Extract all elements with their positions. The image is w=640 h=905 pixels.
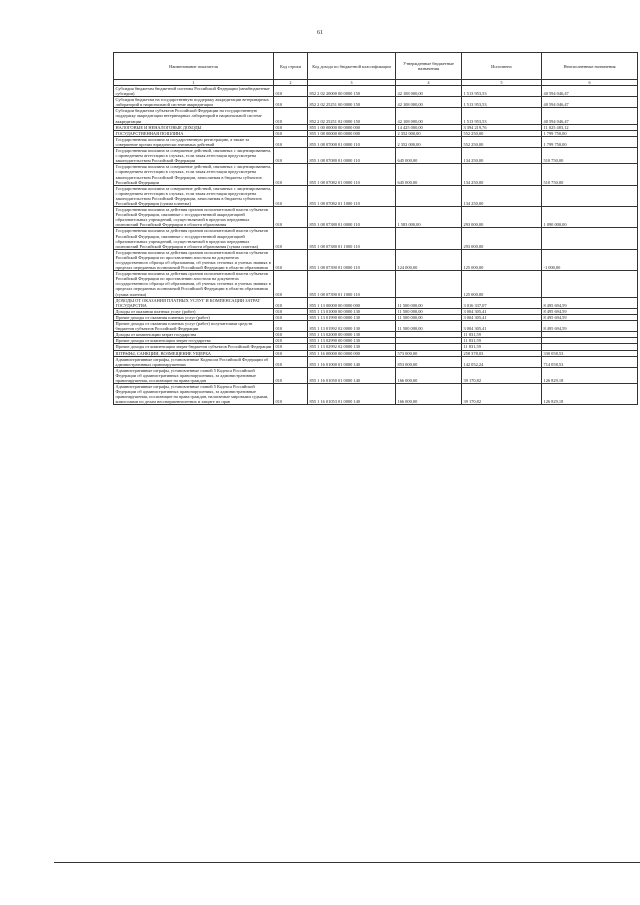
footer-divider (54, 862, 640, 863)
row-executed: 3 004 305,41 (462, 314, 542, 320)
table-row (114, 97, 638, 108)
table-row (114, 185, 638, 206)
row-unexecuted: 330 058,53 (542, 350, 638, 356)
row-name: Государственная пошлина за действия органов исполнительной власти субъектов Российской Федерации, связанные с государственной аккредитацией образовательных учреждений, осуществляемой в пределах переданных полномочий Российской Федерации в области образования (114, 207, 274, 228)
row-income-code: 855 1 08 07080 01 0000 110 (308, 148, 396, 164)
row-approved: 42 108 000,00 (396, 97, 462, 108)
row-code: 010 (274, 108, 308, 124)
row-approved: 14 425 000,00 (396, 124, 462, 130)
table-row (114, 384, 638, 405)
row-code: 010 (274, 271, 308, 297)
row-executed: 142 052,24 (462, 356, 542, 367)
row-income-code: 855 1 00 00000 00 0000 000 (308, 124, 396, 130)
row-approved: 166 000,00 (396, 367, 462, 383)
row-unexecuted: 8 495 694,59 (542, 314, 638, 320)
row-approved: 42 108 000,00 (396, 86, 462, 97)
row-name: Государственная пошлина за действия органов исполнительной власти субъектов Российской Федерации по проставлению апостиля на документах государственного образца об образовании, об ученых степенях и ученых званиях в пределах переданных полномочий Российской Федерации в области образования (сумма платежа) (114, 271, 274, 297)
row-code: 010 (274, 124, 308, 130)
row-name: Государственная пошлина за совершение действий, связанных с лицензированием, с проведением аттестации в случаях, если такая аттестация предусмотрена законодательством Российской Федерации, зачисляемая в бюджеты субъектов Российской Федерации (114, 164, 274, 185)
row-code: 010 (274, 367, 308, 383)
row-executed: 258 378,03 (462, 350, 542, 356)
row-name: НАЛОГОВЫЕ И НЕНАЛОГОВЫЕ ДОХОДЫ (114, 124, 274, 130)
table-row (114, 207, 638, 228)
row-name: Государственная пошлина за совершение действий, связанных с лицензированием, с проведением аттестации в случаях, если такая аттестация предусмотрена законодательством Российской Федерации, зачисляемая в бюджеты субъектов Российской Федерации (сумма платежа) (114, 185, 274, 206)
row-income-code: 855 1 13 00000 00 0000 000 (308, 297, 396, 308)
row-name: Прочие доходы от компенсации затрат бюджетов субъектов Российской Федерации (114, 344, 274, 350)
row-code: 010 (274, 130, 308, 136)
row-code: 010 (274, 185, 308, 206)
row-income-code: 855 1 08 07082 01 0000 110 (308, 164, 396, 185)
row-executed: 134 250,00 (462, 148, 542, 164)
row-name: Административные штрафы, установленные Кодексом Российской Федерации об административных правонарушениях (114, 356, 274, 367)
row-executed: 3 394 219,76 (462, 124, 542, 130)
row-executed: 11 831,59 (462, 332, 542, 338)
table-row (114, 148, 638, 164)
row-name: Государственная пошлина за действия органов исполнительной власти субъектов Российской Федерации по проставлению апостиля на документах государственного образца об образовании, об ученых степенях и ученых званиях в пределах переданных полномочий Российской Федерации в области образования (114, 249, 274, 270)
column-number: 2 (274, 80, 308, 86)
row-income-code: 855 1 13 01992 02 0000 130 (308, 321, 396, 332)
row-unexecuted: 1 090 000,00 (542, 207, 638, 228)
row-name: Прочие доходы от оказания платных услуг (работ) (114, 314, 274, 320)
row-unexecuted (542, 271, 638, 297)
row-executed: 3 016 337,07 (462, 297, 542, 308)
row-code: 010 (274, 314, 308, 320)
row-income-code: 852 2 02 25251 02 0000 150 (308, 108, 396, 124)
row-unexecuted: 126 829,18 (542, 384, 638, 405)
row-income-code: 855 1 13 02000 00 0000 130 (308, 332, 396, 338)
row-approved: 2 352 000,00 (396, 136, 462, 147)
row-unexecuted (542, 185, 638, 206)
row-executed: 3 004 305,41 (462, 321, 542, 332)
table-body (114, 86, 638, 405)
row-code: 010 (274, 321, 308, 332)
column-number: 4 (396, 80, 462, 86)
row-code: 010 (274, 136, 308, 147)
row-name: Доходы от компенсации затрат государства (114, 332, 274, 338)
row-unexecuted: 8 495 694,59 (542, 297, 638, 308)
table-row (114, 249, 638, 270)
row-unexecuted: 8 495 694,59 (542, 321, 638, 332)
row-unexecuted: 11 025 483,12 (542, 124, 638, 130)
row-code: 010 (274, 207, 308, 228)
row-approved: 853 000,00 (396, 356, 462, 367)
row-executed: 3 004 305,41 (462, 308, 542, 314)
row-name: Административные штрафы, установленные главой 5 Кодекса Российской Федерации об административных правонарушениях, за административные правонарушения, посягающие на права граждан (114, 367, 274, 383)
row-executed: 11 831,59 (462, 338, 542, 344)
row-income-code: 855 1 08 07390 01 1000 110 (308, 271, 396, 297)
row-executed: 293 000,00 (462, 228, 542, 249)
header-executed: Исполнено (462, 53, 542, 80)
row-income-code: 855 1 08 07380 01 1000 110 (308, 228, 396, 249)
row-approved (396, 185, 462, 206)
row-executed: 39 170,82 (462, 367, 542, 383)
row-unexecuted: 510 750,00 (542, 148, 638, 164)
row-name: ГОСУДАРСТВЕННАЯ ПОШЛИНА (114, 130, 274, 136)
row-approved: 11 500 000,00 (396, 297, 462, 308)
row-code: 010 (274, 338, 308, 344)
row-code: 010 (274, 249, 308, 270)
row-unexecuted: 126 829,18 (542, 367, 638, 383)
row-approved: 166 000,00 (396, 384, 462, 405)
row-unexecuted: 40 594 046,47 (542, 97, 638, 108)
row-name: ДОХОДЫ ОТ ОКАЗАНИЯ ПЛАТНЫХ УСЛУГ И КОМПЕНСАЦИИ ЗАТРАТ ГОСУДАРСТВА (114, 297, 274, 308)
row-executed: 1 513 953,53 (462, 86, 542, 97)
row-approved: 11 500 000,00 (396, 314, 462, 320)
row-executed: 134 250,00 (462, 185, 542, 206)
row-approved: 645 000,00 (396, 164, 462, 185)
row-name: Прочие доходы от оказания платных услуг (работ) получателями средств бюджетов субъектов Российской Федерации (114, 321, 274, 332)
column-number: 5 (462, 80, 542, 86)
row-approved (396, 228, 462, 249)
row-name: Государственная пошлина за действия органов исполнительной власти субъектов Российской Федерации, связанные с государственной аккредитацией образовательных учреждений, осуществляемой в пределах переданных полномочий Российской Федерации в области образования (сумма платежа) (114, 228, 274, 249)
row-code: 010 (274, 228, 308, 249)
row-name: Прочие доходы от компенсации затрат государства (114, 338, 274, 344)
table-row (114, 321, 638, 332)
table-row (114, 297, 638, 308)
row-income-code: 852 2 02 20000 00 0000 150 (308, 86, 396, 97)
header-unexecuted: Неисполненные назначения (542, 53, 638, 80)
row-code: 010 (274, 350, 308, 356)
row-approved: 2 352 000,00 (396, 130, 462, 136)
row-executed: 125 000,00 (462, 249, 542, 270)
row-name: Государственная пошлина за совершение действий, связанных с лицензированием, с проведением аттестации в случаях, если такая аттестация предусмотрена законодательством Российской Федерации (114, 148, 274, 164)
row-code: 010 (274, 86, 308, 97)
table-row (114, 164, 638, 185)
row-unexecuted: -1 000,00 (542, 249, 638, 270)
row-income-code: 855 1 08 07000 01 0000 110 (308, 136, 396, 147)
row-code: 010 (274, 384, 308, 405)
row-name: Субсидия бюджетам бюджетной системы Российской Федерации (межбюджетные субсидии) (114, 86, 274, 97)
row-income-code: 855 1 13 02992 02 0000 130 (308, 344, 396, 350)
row-unexecuted (542, 228, 638, 249)
row-code: 010 (274, 297, 308, 308)
row-income-code: 855 1 08 07082 01 1000 110 (308, 185, 396, 206)
table-row (114, 108, 638, 124)
row-executed: 39 170,82 (462, 384, 542, 405)
row-name: ШТРАФЫ, САНКЦИИ, ВОЗМЕЩЕНИЕ УЩЕРБА (114, 350, 274, 356)
table-row (114, 271, 638, 297)
row-approved: 124 000,00 (396, 249, 462, 270)
row-executed: 552 250,00 (462, 136, 542, 147)
row-income-code: 855 1 16 01053 01 0000 140 (308, 384, 396, 405)
header-indicator-name: Наименование показателя (114, 53, 274, 80)
row-name: Доходы от оказания платных услуг (работ) (114, 308, 274, 314)
row-income-code: 855 1 16 01050 01 0000 140 (308, 367, 396, 383)
row-approved: 573 000,00 (396, 350, 462, 356)
row-executed: 293 000,00 (462, 207, 542, 228)
row-name: Государственная пошлина за государственную регистрацию, а также за совершение прочих юридически значимых действий (114, 136, 274, 147)
table-row (114, 228, 638, 249)
row-income-code: 855 1 08 07390 01 0000 110 (308, 249, 396, 270)
row-income-code: 855 1 13 02990 00 0000 130 (308, 338, 396, 344)
row-executed: 1 513 953,53 (462, 108, 542, 124)
row-code: 010 (274, 308, 308, 314)
row-executed: 134 250,00 (462, 164, 542, 185)
row-code: 010 (274, 344, 308, 350)
column-number: 3 (308, 80, 396, 86)
row-unexecuted: 40 594 046,47 (542, 108, 638, 124)
row-executed: 1 513 953,53 (462, 97, 542, 108)
column-number: 6 (542, 80, 638, 86)
column-number: 1 (114, 80, 274, 86)
row-unexecuted: 510 750,00 (542, 164, 638, 185)
header-row-code: Код строки (274, 53, 308, 80)
row-name: Субсидии бюджетам на государственную поддержку аккредитации ветеринарных лабораторий в национальной системе аккредитации (114, 97, 274, 108)
table-header-row (114, 53, 638, 80)
row-code: 010 (274, 148, 308, 164)
table-row (114, 367, 638, 383)
row-code: 010 (274, 332, 308, 338)
row-income-code: 855 1 16 01000 01 0000 140 (308, 356, 396, 367)
row-code: 010 (274, 356, 308, 367)
row-name: Субсидии бюджетам субъектов Российской Федерации на государственную поддержку аккредитации ветеринарных лабораторий в национальной системе аккредитации (114, 108, 274, 124)
row-income-code: 855 1 08 07380 01 0000 110 (308, 207, 396, 228)
budget-execution-table (113, 52, 638, 405)
row-approved: 42 108 000,00 (396, 108, 462, 124)
row-income-code: 855 1 16 00000 00 0000 000 (308, 350, 396, 356)
row-unexecuted: 8 495 694,59 (542, 308, 638, 314)
row-income-code: 855 1 13 01000 00 0000 130 (308, 308, 396, 314)
row-unexecuted: 714 058,53 (542, 356, 638, 367)
row-executed: 11 831,59 (462, 344, 542, 350)
row-approved: 11 500 000,00 (396, 308, 462, 314)
row-executed: 125 000,00 (462, 271, 542, 297)
row-income-code: 855 1 13 01990 00 0000 130 (308, 314, 396, 320)
table-row (114, 356, 638, 367)
row-approved: 11 500 000,00 (396, 321, 462, 332)
header-approved: Утвержденные бюджетные назначения (396, 53, 462, 80)
table-row (114, 136, 638, 147)
row-code: 010 (274, 97, 308, 108)
header-income-code: Код дохода по бюджетной классификации (308, 53, 396, 80)
row-code: 010 (274, 164, 308, 185)
row-unexecuted: 40 594 046,47 (542, 86, 638, 97)
row-approved: 1 583 000,00 (396, 207, 462, 228)
row-approved: 645 000,00 (396, 148, 462, 164)
row-executed: 552 250,00 (462, 130, 542, 136)
row-income-code: 852 2 02 25251 00 0000 150 (308, 97, 396, 108)
table-row (114, 86, 638, 97)
row-unexecuted: 1 799 750,00 (542, 136, 638, 147)
page-number: 61 (317, 30, 323, 36)
row-approved (396, 271, 462, 297)
row-unexecuted: 1 799 750,00 (542, 130, 638, 136)
row-name: Административные штрафы, установленные главой 5 Кодекса Российской Федерации об административных правонарушениях, за административные правонарушения, посягающие на права граждан, налагаемые мировыми судьями, комиссиями по делам несовершеннолетних и защите их прав (114, 384, 274, 405)
row-income-code: 855 1 08 00000 00 0000 000 (308, 130, 396, 136)
